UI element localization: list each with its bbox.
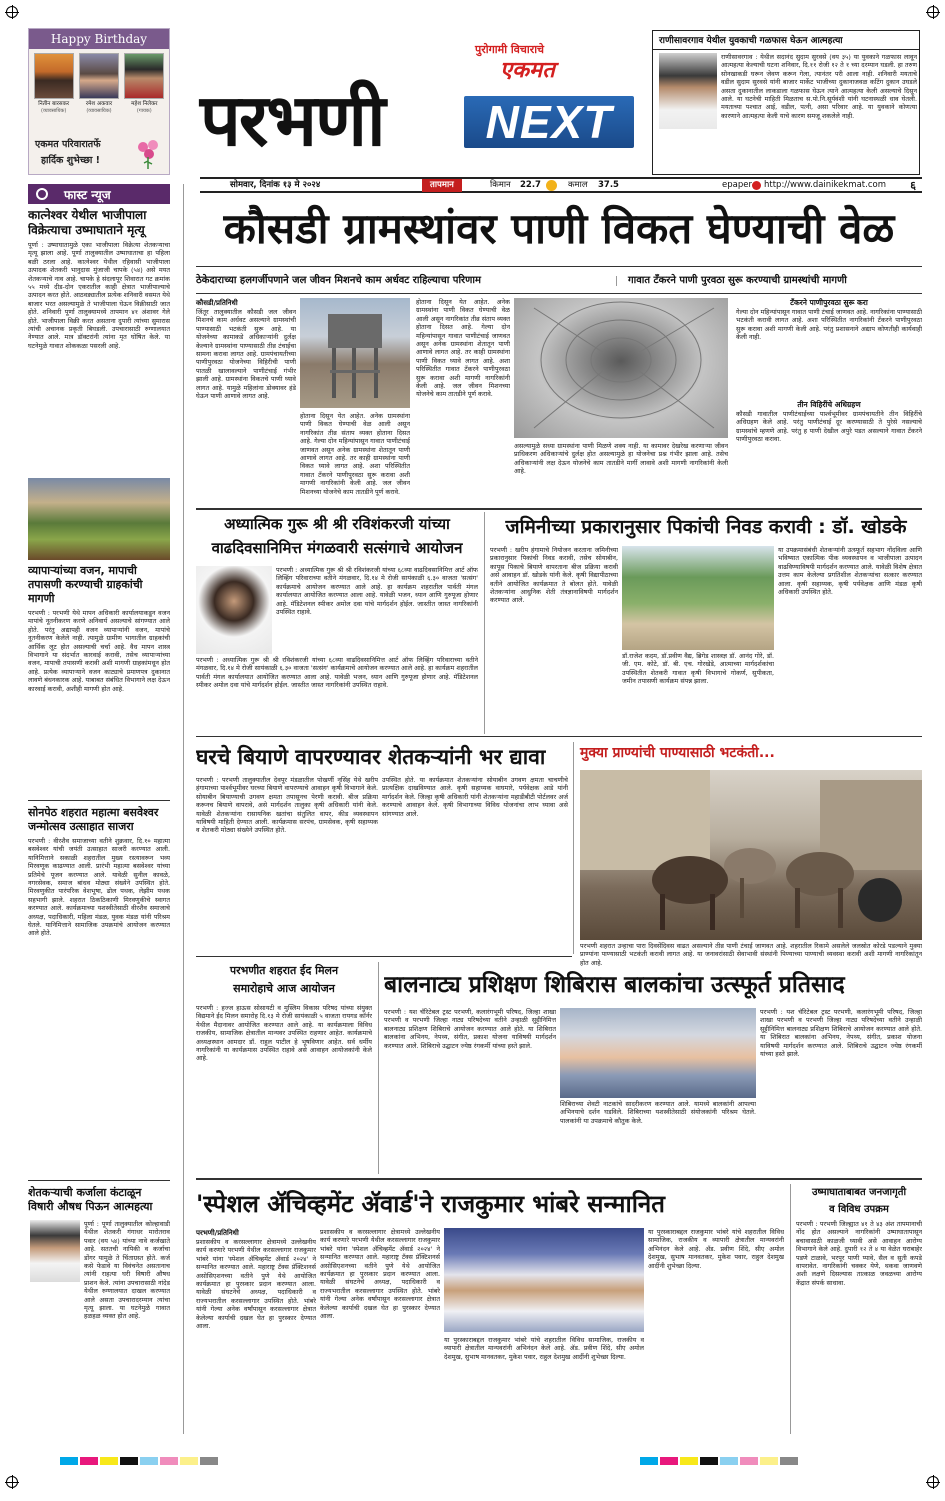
top-news-box [652, 30, 920, 175]
farmer-photo [30, 1220, 80, 1282]
birthday-greeting: एकमत परिवारातर्फे [35, 139, 101, 150]
article-body: परभणी : परभणी जिल्ह्यात ४१ ते ४३ अंश तापमानाची नोंद होत असल्याने नागरिकांनी उष्माघातापासून बचावासाठी काळजी घ्यावी असे आवाहन आरोग्य विभागाने केले आहे. दुपारी १२ ते ४ या वेळेत घराबाहेर पडणे टाळावे, भरपूर पाणी प्यावे, सैल व सुती कपडे वापरावेत. नागरिकांनी चक्कर येणे, थकवा जाणवणे अशी लक्षणे दिसल्यास तात्काळ जवळच्या आरोग्य केंद्रात संपर्क साधावा. [796, 1220, 922, 1287]
side-story [28, 564, 170, 787]
tagline: पुरोगामी विचाराचे [475, 43, 545, 56]
fast-news-header: फास्ट न्यूज [28, 184, 170, 204]
side-story-title: सोनपेठ शहरात महात्मा बसवेश्वर जन्मोत्सव उत्साहात साजरा [28, 806, 159, 833]
article-col: या पुरस्काराबद्दल राजकुमार भांबरे यांचे शहरातील विविध सामाजिक, राजकीय व व्यापारी क्षेत्रातील मान्यवरांनी अभिनंदन केले आहे. ॲड. प्रवीण शिंदे, सीए अमोल देशमुख, सुभाष मानवतकर, मुकेश पवार, राहुल देशमुख आदींनी शुभेच्छा दिल्या. [444, 1336, 644, 1361]
flower-icon [135, 139, 161, 169]
vegetable-market-photo [28, 478, 170, 560]
farmers-group-photo [622, 546, 774, 650]
lead-col: होताना दिसून येत आहेत. अनेक ग्रामस्थांना पाणी विकत घेण्याची वेळ आली असून नागरिकांत तीव्र संताप व्यक्त होताना दिसत आहे. गेल्या दोन महिन्यांपासून गावात पाणीटंचाई जाणवत असून अनेक ग्रामस्थांना शेतातून पाणी आणावे लागत आहे. तर काही ग्रामस्थांना पाणी विकत घ्यावे लागत आहे. अशा परिस्थितीत गावात टँकरने पाणीपुरवठा सुरू करावा अशी मागणी नागरिकांनी केली आहे. जल जीवन मिशनच्या योजनेचे काम तातडीने पूर्ण करावे. [300, 412, 410, 496]
birthday-person: नितीन बारसकर (व्यावसायिक) [32, 53, 76, 114]
side-story-body: परभणी : परभणी येथे मापन अधिकारी कार्यालयाकडून वजन मापांचे नूतनीकरण करणे अनिवार्य असल्याचे सांगण्यात आले होते. परंतु अद्यापही वजन व्यापाऱ्यांनी वजन, मापांचे नूतनीकरण केलेले नाही. त्यामुळे ग्रामीण भागातील ग्राहकांची आर्थिक लूट होत असल्याची चर्चा आहे. वैध मापन शास्त्र विभागाने या संदर्भात कारवाई करावी, तसेच व्यापाऱ्यांच्या वजन, मापाची तपासणी करावी अशी मागणी ग्राहकांमधून होत आहे. प्रत्येक व्यापाऱ्याने वजन काट्याचे प्रमाणपत्र दुकानात लावणे बंधनकारक आहे. याबाबत संबंधित विभागाने लक्ष देऊन कारवाई करावी, अशीही मागणी होत आहे. [28, 609, 170, 693]
article-headline: अध्यात्मिक गुरू श्री श्री रविशंकरजी यांच्या वाढदिवसानिमित्त मंगळवारी सत्संगाचे आयोजन [211, 515, 463, 557]
masthead [200, 36, 640, 168]
guru-photo [196, 566, 272, 654]
article-headline: जमिनीच्या प्रकारानुसार पिकांची निवड करावी : डॉ. खोडके [505, 516, 907, 538]
top-news-body: राणीसावरगाव : येथील सदानंद सुदाम सुरवसे (वय ३५) या युवकाने गळफास लावून आत्महत्या केल्याची घटना शनिवार, दि.११ रोजी १२ ते १ च्या दरम्यान घडली. हा तरुण सोनखाकडी घरून जेवण करून गेला, त्यानंतर परी आला नाही. शनिवारी मयताचे वडील सुदाम सुरवसे यांनी बाजार मार्केट भाजीच्या दुकानाजवळ कटिंग दुकान उघडले असता दुकानातील लाकडाला गळफास घेऊन त्याने आत्महत्या केली असल्याचे दिसून आले. या घटनेची माहिती मिळताच स.पो.नि.सूर्यवंशी यांनी घटनास्थळी धाव घेतली. मयताच्या पश्चात आई, वडील, पत्नी, असा परिवार आहे. या युवकाने कोणत्या कारणाने आत्महत्या केली याचे कारण समजू शकलेले नाही. [721, 53, 917, 120]
birthday-title: Happy Birthday [29, 29, 169, 49]
article-body: परभणी : अध्यात्मिक गुरू श्री श्री रविशंकरजी यांच्या ६८व्या वाढदिवसानिमित्त आर्ट ऑफ लिव्हिंग परिवाराच्या वतीने मंगळवार, दि.१४ मे रोजी सायंकाळी ६.३० वाजता 'सत्संग' कार्यक्रमाचे आयोजन करण्यात आले आहे. हा कार्यक्रम शहरातील पार्वती मंगल कार्यालयात आयोजित करण्यात आला आहे. यावेळी भजन, ध्यान आणि गुरुपूजा होणार आहे. मॅडिटेशनल स्पीकर अमोल दवा यांचे मार्गदर्शन होईल. जास्तीत जास्त नागरिकांनी उपस्थित राहावे. [196, 656, 478, 690]
article-headline: घरचे बियाणे वापरण्यावर शेतकऱ्यांनी भर द्यावा [196, 745, 546, 769]
byline: कौसडी/प्रतिनिधी [196, 299, 238, 307]
color-bar [60, 1450, 220, 1469]
article-headline: परभणीत शहरात ईद मिलन समारोहाचे आज आयोजन [229, 964, 339, 995]
birthday-person: रमेश अकवार (व्यावसायिक) [77, 53, 121, 114]
article-col: या पुरस्काराबद्दल राजकुमार भांबरे यांचे शहरातील विविध सामाजिक, राजकीय व व्यापारी क्षेत्रातील मान्यवरांनी अभिनंदन केले आहे. ॲड. प्रवीण शिंदे, सीए अमोल देशमुख, सुभाष मानवतकर, मुकेश पवार, राहुल देशमुख आदींनी शुभेच्छा दिल्या. [648, 1228, 784, 1270]
article-body: परभणी : यश चॅरिटेबल ट्रस्ट परभणी, कलारंगभूमी परिषद, जिल्हा शाखा परभणी व परभणी जिल्हा नाट्य परिषदेच्या वतीने उन्हाळी सुट्टीनिमित्त बालनाट्य प्रशिक्षण शिबिराचे आयोजन करण्यात आले होते. या शिबिरात बालकांना अभिनय, नेपथ्य, संगीत, प्रकाश योजना याविषयी मार्गदर्शन करण्यात आले. शिबिराचे उद्घाटन ज्येष्ठ रंगकर्मी यांच्या हस्ते झाले. [384, 1008, 556, 1050]
photo-caption: परभणी शहरात उन्हाचा पारा दिवसेंदिवस वाढत असल्याने तीव्र पाणी टंचाई जाणवत आहे. शहरातील रिकामे असलेले जलस्रोत कोरडे पडल्याने मुक्या प्राण्यांना पाण्यासाठी भटकंती करावी लागत आहे. या जनावरांसाठी सेवाभावी संस्थांनी पिण्याच्या पाण्याची व्यवस्था करावी अशी मागणी नागरिकांतून होत आहे. [580, 942, 922, 967]
photo-story-headline: मुक्या प्राण्यांची पाण्यासाठी भटकंती... [580, 745, 775, 761]
article-body: परभणी : अध्यात्मिक गुरू श्री श्री रविशंकरजी यांच्या ६८व्या वाढदिवसानिमित्त आर्ट ऑफ लिव्हिंग परिवाराच्या वतीने मंगळवार, दि.१४ मे रोजी सायंकाळी ६.३० वाजता 'सत्संग' कार्यक्रमाचे आयोजन करण्यात आले आहे. हा कार्यक्रम शहरातील पार्वती मंगल कार्यालयात आयोजित करण्यात आला आहे. यावेळी भजन, ध्यान आणि गुरुपूजा होणार आहे. मॅडिटेशनल स्पीकर अमोल दवा यांचे मार्गदर्शन होईल. जास्तीत जास्त नागरिकांनी उपस्थित राहावे. [276, 566, 478, 617]
lead-col: होताना दिसून येत आहेत. अनेक ग्रामस्थांना पाणी विकत घेण्याची वेळ आली असून नागरिकांत तीव्र संताप व्यक्त होताना दिसत आहे. गेल्या दोन महिन्यांपासून गावात पाणीटंचाई जाणवत असून अनेक ग्रामस्थांना शेतातून पाणी आणावे लागत आहे. तर काही ग्रामस्थांना पाणी विकत घ्यावे लागत आहे. अशा परिस्थितीत गावात टँकरने पाणीपुरवठा सुरू करावा अशी मागणी नागरिकांनी केली आहे. जल जीवन मिशनच्या योजनेचे काम तातडीने पूर्ण करावे. [416, 298, 510, 399]
registration-mark [6, 6, 18, 18]
well-photo [514, 298, 728, 438]
children-group-photo [560, 1008, 756, 1098]
news-bullet-icon [36, 188, 48, 200]
lead-sidebar: टँकरने पाणीपुरवठा सुरू करा गेल्या दोन महिन्यांपासून गावात पाणी टंचाई जाणवत आहे. नागरिकांना पाण्यासाठी भटकंती करावी लागत आहे. अशा परिस्थितीत नागरिकांनी टँकरने पाणीपुरवठा सुरू करावा अशी मागणी केली आहे. परंतु प्रशासनाने अद्याप कोणतीही कार्यवाही केली नाही. तीन विहिरींचे अधिग्रहण कौसडी गावातील पाणीटंचाईच्या पार्श्वभूमीवर ग्रामपंचायतीने तीन विहिरींचे अधिग्रहण केले आहे. परंतु पाणीटंचाई दूर करण्यासाठी ते पुरेसे नसल्याचे ग्रामस्थांचे म्हणणे आहे. परंतु ह पाणी देखील अपुरे पडत असल्याने गावात टँकरने पाणीपुरवठा करावा. [736, 298, 922, 444]
article-headline: उष्माघाताबाबत जनजागृती व विविध उपक्रम [811, 1187, 907, 1215]
lead-col: असल्यामुळे सध्या ग्रामस्थांना पाणी मिळणे शक्य नाही. या कामावर देखरेख करणाऱ्या जीवन प्राधिकरण अधिकाऱ्यांचे दुर्लक्ष होत असल्यामुळे हा योजनेचा प्रश्न गंभीर झाला आहे. तसेच अधिकाऱ्यांनी लक्ष देऊन योजनेचे काम तातडीने मार्गी लावावे अशी मागणी नागरिकांनी केली आहे. [514, 442, 728, 476]
lead-col: कौसडी/प्रतिनिधी जिंतूर तालुक्यातील कौसडी जल जीवन मिशनचे काम अर्धवट असल्याने ग्रामस्थांची पाण्यासाठी भटकंती सुरू आहे. या योजनेच्या कामाकडे अधिकाऱ्यांनी दुर्लक्ष केल्याने ग्रामस्थांना पाण्यासाठी तीव्र टंचाईचा सामना करावा लागत आहे. ग्रामपंचायतीच्या पाणीपुरवठा योजनेच्या विहिरीची पाणी पातळी खालावल्याने पाणीटंचाई गंभीर झाली आहे. ग्रामस्थांना विकतचे पाणी घ्यावे लागत आहे. यामुळे महिलांना डोक्यावर हंडे घेऊन पाणी आणावे लागत आहे. [196, 299, 296, 401]
side-story-title: शेतकऱ्याची कर्जाला कंटाळून विषारी औषध पिऊन आत्महत्या [28, 1186, 153, 1213]
person-photo [124, 53, 164, 99]
birthday-person: महेश निलेकर (गायक) [122, 53, 166, 114]
sun-icon [546, 180, 557, 191]
page-number: ६ [910, 179, 916, 192]
globe-icon [752, 181, 761, 190]
edition-logo: NEXT [464, 96, 634, 148]
article-headline: बालनाट्य प्रशिक्षण शिबिरास बालकांचा उत्स्फूर्त प्रतिसाद [384, 972, 845, 998]
brand-logo: एकमत [500, 58, 555, 83]
side-story-body: पूर्णा : पूर्णा तालुक्यातील कोल्हावाडी येथील शेतकरी गंगाधर मारोतराव पवार (वय ५४) यांच्या नावे कर्जखाते आहे. सततची नापिकी व कर्जाचा डोंगर यामुळे ते चिंताग्रस्त होते. कर्ज कसे फेडावे या विवंचनेत असतानाच त्यांनी राहत्या घरी विषारी औषध प्राशन केले. त्यांना उपचारासाठी नांदेड येथील रुग्णालयात दाखल करण्यात आले असता उपचारादरम्यान त्यांचा मृत्यू झाला. या घटनेमुळे गावात हळहळ व्यक्त होत आहे. [84, 1220, 170, 1321]
side-story [28, 208, 170, 469]
article-body: परभणी : हज्ज हाऊस सोसायटी व मुस्लिम विकास परिषद यांच्या संयुक्त विद्यमाने ईद मिलन समारोह दि.१३ मे रोजी सायंकाळी ५ वाजता रायगड कॉर्नर येथील मैदानावर आयोजित करण्यात आले आहे. या कार्यक्रमाला विविध राजकीय, सामाजिक क्षेत्रातील मान्यवर उपस्थित राहणार आहेत. कार्यक्रमाचे अध्यक्षस्थान आमदार डॉ. राहुल पाटील हे भूषविणार आहेत. सर्व धर्मीय नागरिकांनी या कार्यक्रमास उपस्थित राहावे असे आवाहन आयोजकांनी केले आहे. [196, 1004, 372, 1063]
photo-caption: डॉ.राजेश कदम, डॉ.प्रवीण वैद्य, ब्रिगेड शास्त्रज्ञ डॉ. आनंद गोरे, डॉ. जी. एम. कोटे, डॉ. बी. एच. गोरखेडे, आत्माच्या मार्गदर्शकांचा उपस्थितीत शेतकरी गावात कृषी विभागाचे गोकर्ण, सुपीकता, जमीन तपासणी कार्यक्रम संपन्न झाला. [622, 652, 774, 686]
article-col: प्रशासकीय व करसल्लागार क्षेत्रामध्ये उल्लेखनीय कार्य करणारे परभणी येथील करसल्लागार राजकुमार भांबरे यांना 'स्पेशल ॲचिव्हमेंट ॲवार्ड २०२४' ने सन्मानित करण्यात आले. महाराष्ट्र टॅक्स प्रॅक्टिशनर्स असोसिएशनच्या वतीने पुणे येथे आयोजित कार्यक्रमात हा पुरस्कार प्रदान करण्यात आला. यावेळी संघटनेचे अध्यक्ष, पदाधिकारी व राज्यभरातील करसल्लागार उपस्थित होते. भांबरे यांनी गेल्या अनेक वर्षांपासून करसल्लागार क्षेत्रात केलेल्या कार्याची दखल घेत हा पुरस्कार देण्यात आला. [320, 1228, 440, 1321]
color-bar [640, 1450, 800, 1469]
side-story [28, 1186, 170, 1214]
side-story-body: पूर्णा : उष्माघातामुळे एका भाजीपाला विक्रेत्या शेतकऱ्याचा मृत्यू झाला आहे. पूर्णा तालुक्यातील उष्माघाताचा हा पहिला बळी ठरला आहे. कात्नेश्वर येथील रहिवासी भाजीपाला उत्पादक शेतकरी भानुदास मुंजाजी चापके (५४) असे मयत शेतकऱ्याचे नाव आहे. चापके हे संदलापूर शिवारात गट क्रमांक ५५ मध्ये दीड-दोन एकरातील काही क्षेत्रात भाजीपाल्याचे उत्पादन करत होते. आठवड्यातील प्रत्येक शनिवारी वसमत येथे बाजार भरत असल्यामुळे ते भाजीपाला घेऊन विक्रीसाठी जात होते. शनिवारी पूर्णा तालुक्यामध्ये तापमान ४१ अंशावर गेले होते. भाजीपाला विक्री करत असताना दुपारी त्यांच्या सुमारास त्यांची अचानक प्रकृती बिघडली. उपचारासाठी रुग्णालयात नेण्यात आले. मात्र डॉक्टरांनी त्यांना मृत घोषित केले. या घटनेमुळे गावात शोककळा पसरली आहे. [28, 241, 170, 350]
person-photo [34, 53, 74, 99]
article-col: परभणी/प्रतिनिधी प्रशासकीय व करसल्लागार क्षेत्रामध्ये उल्लेखनीय कार्य करणारे परभणी येथील करसल्लागार राजकुमार भांबरे यांना 'स्पेशल ॲचिव्हमेंट ॲवार्ड २०२४' ने सन्मानित करण्यात आले. महाराष्ट्र टॅक्स प्रॅक्टिशनर्स असोसिएशनच्या वतीने पुणे येथे आयोजित कार्यक्रमात हा पुरस्कार प्रदान करण्यात आला. यावेळी संघटनेचे अध्यक्ष, पदाधिकारी व राज्यभरातील करसल्लागार उपस्थित होते. भांबरे यांनी गेल्या अनेक वर्षांपासून करसल्लागार क्षेत्रात केलेल्या कार्याची दखल घेत हा पुरस्कार देण्यात आला. [196, 1229, 316, 1331]
article-body: परभणी : खरीप हंगामाचे नियोजन करताना जमिनीच्या प्रकारानुसार पिकांची निवड करावी, तसेच सोयाबीन, कापूस पिकाचे बियाणे वापरताना बीज प्रक्रिया करावी असे आवाहन डॉ. खोडके यांनी केले. कृषी विद्यापीठाच्या वतीने आयोजित कार्यक्रमात ते बोलत होते. यावेळी शेतकऱ्यांना आधुनिक शेती तंत्रज्ञानाविषयी मार्गदर्शन करण्यात आले. [490, 546, 618, 605]
article-body: या उपक्रमासंबंधी शेतकऱ्यांनी उत्स्फूर्त सहभाग नोंदविला आणि भविष्यात एकात्मिक पीक व्यवस्थापन व भाजीपाला उत्पादन वाढविण्याविषयी मार्गदर्शन करण्यात आले. यावेळी विशेष क्षेत्रात उत्तम काम केलेल्या प्रगतिशील शेतकऱ्यांचा सत्कार करण्यात आला. कृषी सहाय्यक, कृषी पर्यवेक्षक आणि मंडळ कृषी अधिकारी उपस्थित होते. [778, 546, 922, 597]
dateline-bar: सोमवार, दिनांक १३ मे २०२४ तापमान किमान 22.7 कमाल 37.5 epaper http://www.dainikekmat.com ६ [200, 177, 922, 193]
lead-headline: कौसडी ग्रामस्थांवर पाणी विकत घेण्याची वेळ [223, 204, 895, 253]
side-story-body: परभणी : वीरशैव समाजाच्या वतीने शुक्रवार, दि.१० महात्मा बसवेश्वर यांची जयंती उत्साहात साजरी करण्यात आली. यानिमित्ताने सकाळी शहरातील मुख्य रस्त्यावरून भव्य मिरवणूक काढण्यात आली. प्रारंभी महात्मा बसवेश्वर यांच्या प्रतिमेचे पूजन करण्यात आले. यावेळी सुनील कावळे, नगरसेवक, समाज बांधव मोठ्या संख्येने उपस्थित होते. मिरवणुकीत पारंपरिक वेशभूषा, ढोल पथक, लेझीम पथक सहभागी झाले. शहरात ठिकठिकाणी मिरवणुकीचे स्वागत करण्यात आले. कार्यक्रमाच्या यशस्वीतेसाठी वीरशैव समाजाचे अध्यक्ष, पदाधिकारी, महिला मंडळ, युवक मंडळ यांनी परिश्रम घेतले. यानिमित्ताने सामाजिक उपक्रमांचे आयोजन करण्यात आले होते. [28, 837, 170, 938]
city-title: परभणी [200, 78, 384, 162]
article-headline: 'स्पेशल ॲचिव्हमेंट ॲवार्ड'ने राजकुमार भांबरे सन्मानित [196, 1190, 665, 1218]
reporter-photo [659, 53, 717, 129]
article-body: परभणी : यश चॅरिटेबल ट्रस्ट परभणी, कलारंगभूमी परिषद, जिल्हा शाखा परभणी व परभणी जिल्हा नाट्य परिषदेच्या वतीने उन्हाळी सुट्टीनिमित्त बालनाट्य प्रशिक्षण शिबिराचे आयोजन करण्यात आले होते. या शिबिरात बालकांना अभिनय, नेपथ्य, संगीत, प्रकाश योजना याविषयी मार्गदर्शन करण्यात आले. शिबिराचे उद्घाटन ज्येष्ठ रंगकर्मी यांच्या हस्ते झाले. [760, 1008, 922, 1059]
water-tank-photo [300, 298, 410, 408]
cattle-photo [580, 770, 922, 940]
side-story [28, 806, 170, 1177]
registration-mark [6, 1476, 18, 1488]
byline: परभणी/प्रतिनिधी [196, 1229, 239, 1237]
article-body: शिबिराच्या शेवटी नाटकांचे सादरीकरण करण्यात आले. यामध्ये बालकांनी आपल्या अभिनयाचे दर्शन घडविले. शिबिराच्या यशस्वीतेसाठी संयोजकांनी परिश्रम घेतले. पालकांनी या उपक्रमाचे कौतुक केले. [560, 1100, 756, 1125]
registration-mark [927, 6, 939, 18]
lead-deck: ठेकेदाराच्या हलगर्जीपणाने जल जीवन मिशनचे काम अर्धवट राहिल्याचा परिणाम गावात टँकरने पाणी पुरवठा सुरू करण्याची ग्रामस्थांची मागणी [196, 275, 847, 286]
birthday-greeting: हार्दिक शुभेच्छा ! [41, 155, 101, 166]
article-body: उपस्थित होते. या कार्यक्रमात शेतकऱ्यांना सोयाबीन उगवण क्षमता चाचणीचे प्रात्यक्षिक दाखविण्यात आले. कृषी सहाय्यक वाघमारे, पर्यवेक्षक आडे यांनी मार्गदर्शन केले. जिल्हा कृषी अधिकारी यांनी शेतकऱ्यांना महाडीबीटी पोर्टलवर अर्ज करण्याचे आवाहन केले. कृषी विभागाच्या विविध योजनांचा लाभ घ्यावा असे सांगण्यात आले. [382, 776, 568, 818]
side-story-title: व्यापाऱ्यांच्या वजन, मापाची तपासणी करण्याची ग्राहकांची मागणी [28, 564, 143, 605]
registration-mark [927, 1476, 939, 1488]
birthday-box [28, 28, 170, 175]
article-body: परभणी : परभणी तालुक्यातील देवपूर मंडळातील पोखर्णी नृसिंह येथे खरीप हंगामाच्या पार्श्वभूमीवर घरच्या बियाणे वापरण्याचे आवाहन कृषी विभागाने केले. सोयाबीन बियाण्याची उगवण क्षमता तपासूनच पेरणी करावी. बीज प्रक्रिया करूनच बियाणे वापरावे, असे मार्गदर्शन तालुका कृषी अधिकारी यांनी केले. यावेळी शेतकऱ्यांना रासायनिक खतांचा संतुलित वापर, कीड व्यवस्थापन याविषयी माहिती देण्यात आली. कार्यक्रमास सरपंच, ग्रामसेवक, कृषी सहाय्यक व शेतकरी मोठ्या संख्येने उपस्थित होते. [196, 776, 378, 835]
top-news-title: राणीसावरगाव येथील युवकाची गळफास घेऊन आत्महत्या [653, 31, 919, 50]
award-ceremony-photo [444, 1228, 644, 1332]
website-link[interactable]: http://www.dainikekmat.com [764, 180, 886, 190]
side-story-title: कात्नेश्वर येथील भाजीपाला विक्रेत्याचा उष्माघाताने मृत्यू [28, 208, 147, 237]
person-photo [79, 53, 119, 99]
